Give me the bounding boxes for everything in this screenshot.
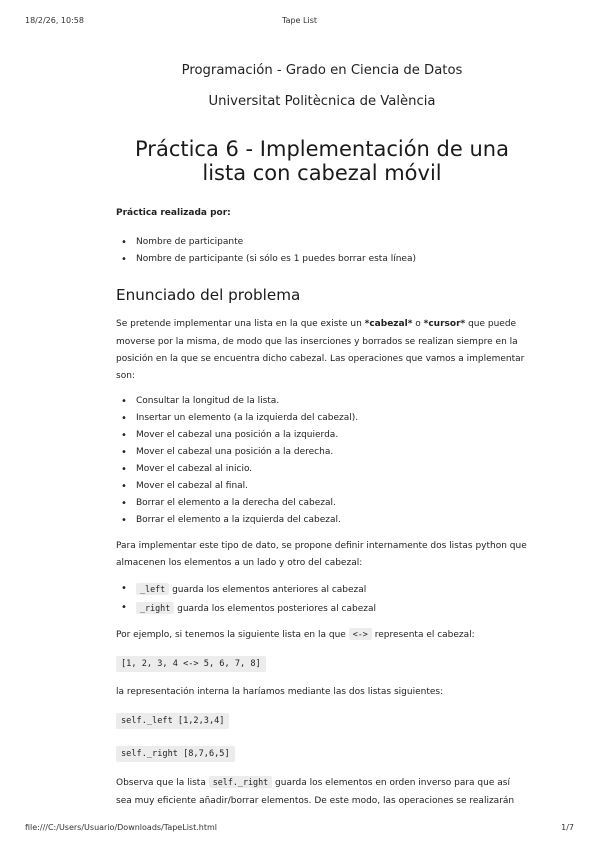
implementation-paragraph: Para implementar este tipo de dato, se propone definir internamente dos listas python que almacenen los elementos a un lado y otro del cabezal: <box>116 540 527 569</box>
code-block: [1, 2, 3, 4 <-> 5, 6, 7, 8] <box>116 656 266 672</box>
list-item: • Consultar la longitud de la lista. <box>136 393 528 410</box>
code-block: self._right [8,7,6,5] <box>116 746 235 762</box>
authors-list <box>116 234 528 268</box>
internal-lists <box>116 580 528 618</box>
list-item: • Nombre de participante (si sólo es 1 puedes borrar esta línea) <box>136 251 528 268</box>
authors-heading: Práctica realizada por: <box>116 207 231 218</box>
list-item: • _right guarda los elementos posteriores al cabezal <box>136 599 528 618</box>
print-file-path: file:///C:/Users/Usuario/Downloads/TapeList.html <box>25 823 217 832</box>
inline-code: <-> <box>349 628 372 640</box>
document-body <box>116 62 528 817</box>
cursor-term: *cursor* <box>423 319 466 330</box>
print-page-number: 1/7 <box>561 823 574 832</box>
code-block: self._left [1,2,3,4] <box>116 713 229 729</box>
inline-code: self._right <box>209 776 272 788</box>
representation-paragraph: la representación interna la haríamos mediante las dos listas siguientes: <box>116 687 444 698</box>
university-subtitle: Universitat Politècnica de València <box>208 94 436 110</box>
intro-paragraph: Se pretende implementar una lista en la que existe un *cabezal* o *cursor* que puede moverse por la misma, de modo que las inserciones y borrados se realizan siempre en la posición en la que se encuentra dicho cabezal. Las operaciones que vamos a implementar son: <box>116 319 525 382</box>
list-item: • Mover el cabezal al final. <box>136 478 528 495</box>
inline-code: _left <box>136 583 169 595</box>
list-item: • Nombre de participante <box>136 234 528 251</box>
section-heading: Enunciado del problema <box>116 286 301 305</box>
operations-list <box>116 393 528 529</box>
list-item: • Mover el cabezal una posición a la derecha. <box>136 444 528 461</box>
course-subtitle: Programación - Grado en Ciencia de Datos <box>181 63 463 78</box>
example-paragraph: Por ejemplo, si tenemos la siguiente lista en la que <-> representa el cabezal: <box>116 628 475 640</box>
list-item: • Mover el cabezal al inicio. <box>136 461 528 478</box>
cabezal-term: *cabezal* <box>364 319 413 330</box>
print-page-title: Tape List <box>282 16 317 25</box>
document-title: Práctica 6 - Implementación de una lista con cabezal móvil <box>135 136 509 185</box>
inline-code: _right <box>136 602 174 614</box>
print-datetime: 18/2/26, 10:58 <box>25 16 84 25</box>
list-item: • Borrar el elemento a la derecha del cabezal. <box>136 495 528 512</box>
list-item: • Borrar el elemento a la izquierda del cabezal. <box>136 512 528 529</box>
list-item: • _left guarda los elementos anteriores al cabezal <box>136 580 528 599</box>
list-item: • Mover el cabezal una posición a la izquierda. <box>136 427 528 444</box>
list-item: • Insertar un elemento (a la izquierda del cabezal). <box>136 410 528 427</box>
observation-paragraph: Observa que la lista self._right guarda los elementos en orden inverso para que así sea muy eficiente añadir/borrar elementos. De este modo, las operaciones se realizarán <box>116 777 515 806</box>
